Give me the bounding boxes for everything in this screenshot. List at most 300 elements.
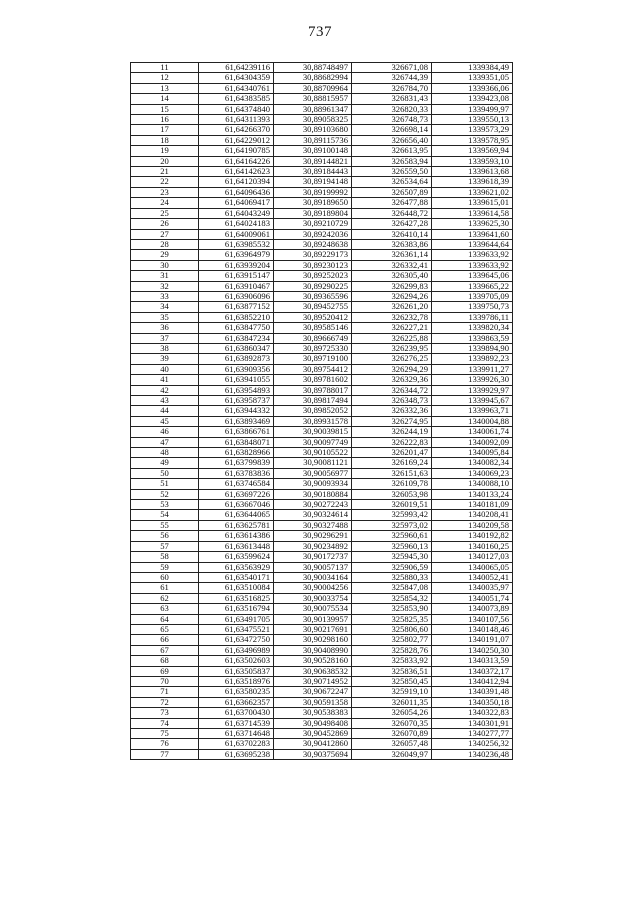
table-row	[131, 676, 513, 686]
latitude-cell: 61,64304359	[199, 73, 274, 83]
point-number-cell: 63	[131, 604, 199, 614]
table-row	[131, 177, 513, 187]
y-coordinate-cell: 1340082,34	[432, 458, 513, 468]
table-row	[131, 115, 513, 125]
longitude-cell: 30,90528160	[274, 656, 352, 666]
latitude-cell: 61,63944332	[199, 406, 274, 416]
latitude-cell: 61,63714648	[199, 729, 274, 739]
x-coordinate-cell: 326831,43	[352, 94, 432, 104]
point-number-cell: 43	[131, 396, 199, 406]
y-coordinate-cell: 1339621,02	[432, 187, 513, 197]
longitude-cell: 30,90081121	[274, 458, 352, 468]
longitude-cell: 30,90672247	[274, 687, 352, 697]
x-coordinate-cell: 326070,89	[352, 729, 432, 739]
longitude-cell: 30,89230123	[274, 260, 352, 270]
x-coordinate-cell: 326169,24	[352, 458, 432, 468]
latitude-cell: 61,63915147	[199, 271, 274, 281]
longitude-cell: 30,89242036	[274, 229, 352, 239]
table-row	[131, 364, 513, 374]
point-number-cell: 12	[131, 73, 199, 83]
y-coordinate-cell: 1339786,11	[432, 312, 513, 322]
table-row	[131, 125, 513, 135]
x-coordinate-cell: 325806,60	[352, 624, 432, 634]
table-row	[131, 271, 513, 281]
x-coordinate-cell: 326332,36	[352, 406, 432, 416]
y-coordinate-cell: 1339351,05	[432, 73, 513, 83]
point-number-cell: 18	[131, 135, 199, 145]
point-number-cell: 13	[131, 83, 199, 93]
table-row	[131, 354, 513, 364]
y-coordinate-cell: 1339569,94	[432, 146, 513, 156]
point-number-cell: 44	[131, 406, 199, 416]
x-coordinate-cell: 325919,10	[352, 687, 432, 697]
point-number-cell: 29	[131, 250, 199, 260]
point-number-cell: 77	[131, 749, 199, 759]
x-coordinate-cell: 326583,94	[352, 156, 432, 166]
point-number-cell: 67	[131, 645, 199, 655]
y-coordinate-cell: 1340092,09	[432, 437, 513, 447]
latitude-cell: 61,63860347	[199, 343, 274, 353]
point-number-cell: 51	[131, 479, 199, 489]
latitude-cell: 61,63910467	[199, 281, 274, 291]
table-row	[131, 687, 513, 697]
table-row	[131, 427, 513, 437]
x-coordinate-cell: 326151,63	[352, 468, 432, 478]
table-row	[131, 375, 513, 385]
x-coordinate-cell: 325993,42	[352, 510, 432, 520]
point-number-cell: 32	[131, 281, 199, 291]
x-coordinate-cell: 326053,98	[352, 489, 432, 499]
point-number-cell: 17	[131, 125, 199, 135]
latitude-cell: 61,63516825	[199, 593, 274, 603]
longitude-cell: 30,90452869	[274, 729, 352, 739]
x-coordinate-cell: 326049,97	[352, 749, 432, 759]
point-number-cell: 16	[131, 115, 199, 125]
point-number-cell: 45	[131, 416, 199, 426]
point-number-cell: 69	[131, 666, 199, 676]
longitude-cell: 30,90234892	[274, 541, 352, 551]
point-number-cell: 19	[131, 146, 199, 156]
latitude-cell: 61,63964979	[199, 250, 274, 260]
table-row	[131, 167, 513, 177]
latitude-cell: 61,63714539	[199, 718, 274, 728]
latitude-cell: 61,64311393	[199, 115, 274, 125]
y-coordinate-cell: 1339665,22	[432, 281, 513, 291]
longitude-cell: 30,90298160	[274, 635, 352, 645]
table-row	[131, 500, 513, 510]
point-number-cell: 59	[131, 562, 199, 572]
latitude-cell: 61,63516794	[199, 604, 274, 614]
x-coordinate-cell: 325880,33	[352, 572, 432, 582]
longitude-cell: 30,89058325	[274, 115, 352, 125]
latitude-cell: 61,63985532	[199, 239, 274, 249]
table-row	[131, 614, 513, 624]
table-row	[131, 541, 513, 551]
table-row	[131, 510, 513, 520]
x-coordinate-cell: 326744,39	[352, 73, 432, 83]
point-number-cell: 27	[131, 229, 199, 239]
longitude-cell: 30,89365596	[274, 291, 352, 301]
latitude-cell: 61,63599624	[199, 552, 274, 562]
longitude-cell: 30,89189650	[274, 198, 352, 208]
y-coordinate-cell: 1340160,25	[432, 541, 513, 551]
table-row	[131, 729, 513, 739]
table-row	[131, 302, 513, 312]
y-coordinate-cell: 1339863,59	[432, 333, 513, 343]
latitude-cell: 61,64229012	[199, 135, 274, 145]
latitude-cell: 61,63702283	[199, 739, 274, 749]
latitude-cell: 61,64024183	[199, 219, 274, 229]
longitude-cell: 30,89585146	[274, 323, 352, 333]
longitude-cell: 30,89194148	[274, 177, 352, 187]
longitude-cell: 30,89754412	[274, 364, 352, 374]
latitude-cell: 61,64340761	[199, 83, 274, 93]
x-coordinate-cell: 326305,40	[352, 271, 432, 281]
latitude-cell: 61,63518976	[199, 676, 274, 686]
table-row	[131, 208, 513, 218]
point-number-cell: 57	[131, 541, 199, 551]
latitude-cell: 61,63848071	[199, 437, 274, 447]
latitude-cell: 61,63563929	[199, 562, 274, 572]
y-coordinate-cell: 1340391,48	[432, 687, 513, 697]
point-number-cell: 66	[131, 635, 199, 645]
y-coordinate-cell: 1339911,27	[432, 364, 513, 374]
x-coordinate-cell: 326477,88	[352, 198, 432, 208]
y-coordinate-cell: 1339613,68	[432, 167, 513, 177]
point-number-cell: 50	[131, 468, 199, 478]
y-coordinate-cell: 1340322,83	[432, 708, 513, 718]
latitude-cell: 61,64190785	[199, 146, 274, 156]
point-number-cell: 64	[131, 614, 199, 624]
table-row	[131, 156, 513, 166]
longitude-cell: 30,90139957	[274, 614, 352, 624]
y-coordinate-cell: 1340051,74	[432, 593, 513, 603]
y-coordinate-cell: 1339705,09	[432, 291, 513, 301]
longitude-cell: 30,88961347	[274, 104, 352, 114]
y-coordinate-cell: 1340088,10	[432, 479, 513, 489]
x-coordinate-cell: 325906,59	[352, 562, 432, 572]
table-row	[131, 312, 513, 322]
point-number-cell: 49	[131, 458, 199, 468]
latitude-cell: 61,63941055	[199, 375, 274, 385]
table-row	[131, 229, 513, 239]
y-coordinate-cell: 1339945,67	[432, 396, 513, 406]
x-coordinate-cell: 326201,47	[352, 448, 432, 458]
x-coordinate-cell: 326410,14	[352, 229, 432, 239]
latitude-cell: 61,63540171	[199, 572, 274, 582]
longitude-cell: 30,90034164	[274, 572, 352, 582]
latitude-cell: 61,64164226	[199, 156, 274, 166]
x-coordinate-cell: 325850,45	[352, 676, 432, 686]
table-row	[131, 468, 513, 478]
x-coordinate-cell: 326784,70	[352, 83, 432, 93]
y-coordinate-cell: 1339633,92	[432, 260, 513, 270]
latitude-cell: 61,63580235	[199, 687, 274, 697]
latitude-cell: 61,63828966	[199, 448, 274, 458]
point-number-cell: 71	[131, 687, 199, 697]
latitude-cell: 61,64142623	[199, 167, 274, 177]
point-number-cell: 34	[131, 302, 199, 312]
point-number-cell: 46	[131, 427, 199, 437]
longitude-cell: 30,89115736	[274, 135, 352, 145]
longitude-cell: 30,90172737	[274, 552, 352, 562]
point-number-cell: 75	[131, 729, 199, 739]
y-coordinate-cell: 1340107,56	[432, 614, 513, 624]
table-row	[131, 531, 513, 541]
y-coordinate-cell: 1339578,95	[432, 135, 513, 145]
point-number-cell: 28	[131, 239, 199, 249]
y-coordinate-cell: 1339625,30	[432, 219, 513, 229]
y-coordinate-cell: 1339645,06	[432, 271, 513, 281]
point-number-cell: 48	[131, 448, 199, 458]
latitude-cell: 61,63746584	[199, 479, 274, 489]
table-row	[131, 63, 513, 73]
y-coordinate-cell: 1340250,30	[432, 645, 513, 655]
x-coordinate-cell: 326698,14	[352, 125, 432, 135]
longitude-cell: 30,90498408	[274, 718, 352, 728]
x-coordinate-cell: 326507,89	[352, 187, 432, 197]
table-row	[131, 219, 513, 229]
table-row	[131, 635, 513, 645]
table-row	[131, 697, 513, 707]
latitude-cell: 61,63644065	[199, 510, 274, 520]
x-coordinate-cell: 326274,95	[352, 416, 432, 426]
point-number-cell: 22	[131, 177, 199, 187]
x-coordinate-cell: 326534,64	[352, 177, 432, 187]
longitude-cell: 30,90105522	[274, 448, 352, 458]
longitude-cell: 30,89229173	[274, 250, 352, 260]
latitude-cell: 61,63954893	[199, 385, 274, 395]
point-number-cell: 39	[131, 354, 199, 364]
x-coordinate-cell: 326070,35	[352, 718, 432, 728]
point-number-cell: 30	[131, 260, 199, 270]
longitude-cell: 30,90375694	[274, 749, 352, 759]
y-coordinate-cell: 1340209,58	[432, 520, 513, 530]
longitude-cell: 30,89817494	[274, 396, 352, 406]
x-coordinate-cell: 326011,35	[352, 697, 432, 707]
latitude-cell: 61,63958737	[199, 396, 274, 406]
y-coordinate-cell: 1339550,13	[432, 115, 513, 125]
table-row	[131, 396, 513, 406]
x-coordinate-cell: 325960,13	[352, 541, 432, 551]
longitude-cell: 30,89452755	[274, 302, 352, 312]
table-row	[131, 739, 513, 749]
longitude-cell: 30,90272243	[274, 500, 352, 510]
longitude-cell: 30,88748497	[274, 63, 352, 73]
y-coordinate-cell: 1340256,32	[432, 739, 513, 749]
x-coordinate-cell: 326559,50	[352, 167, 432, 177]
longitude-cell: 30,89725330	[274, 343, 352, 353]
table-row	[131, 104, 513, 114]
point-number-cell: 60	[131, 572, 199, 582]
point-number-cell: 20	[131, 156, 199, 166]
latitude-cell: 61,63667046	[199, 500, 274, 510]
x-coordinate-cell: 326109,78	[352, 479, 432, 489]
y-coordinate-cell: 1340065,05	[432, 562, 513, 572]
latitude-cell: 61,64043249	[199, 208, 274, 218]
y-coordinate-cell: 1340061,74	[432, 427, 513, 437]
x-coordinate-cell: 325833,92	[352, 656, 432, 666]
y-coordinate-cell: 1340313,59	[432, 656, 513, 666]
point-number-cell: 55	[131, 520, 199, 530]
table-row	[131, 291, 513, 301]
coordinates-table	[130, 62, 513, 760]
x-coordinate-cell: 326361,14	[352, 250, 432, 260]
latitude-cell: 61,63613448	[199, 541, 274, 551]
latitude-cell: 61,63502603	[199, 656, 274, 666]
y-coordinate-cell: 1339633,92	[432, 250, 513, 260]
point-number-cell: 56	[131, 531, 199, 541]
longitude-cell: 30,90327488	[274, 520, 352, 530]
x-coordinate-cell: 326427,28	[352, 219, 432, 229]
longitude-cell: 30,90324614	[274, 510, 352, 520]
latitude-cell: 61,63847234	[199, 333, 274, 343]
point-number-cell: 73	[131, 708, 199, 718]
longitude-cell: 30,89184443	[274, 167, 352, 177]
page-number: 737	[308, 24, 332, 40]
longitude-cell: 30,89144821	[274, 156, 352, 166]
y-coordinate-cell: 1339423,08	[432, 94, 513, 104]
longitude-cell: 30,88682994	[274, 73, 352, 83]
point-number-cell: 36	[131, 323, 199, 333]
y-coordinate-cell: 1339641,60	[432, 229, 513, 239]
y-coordinate-cell: 1339573,29	[432, 125, 513, 135]
table-row	[131, 583, 513, 593]
y-coordinate-cell: 1340004,88	[432, 416, 513, 426]
table-row	[131, 135, 513, 145]
longitude-cell: 30,88815957	[274, 94, 352, 104]
y-coordinate-cell: 1339750,73	[432, 302, 513, 312]
longitude-cell: 30,89852052	[274, 406, 352, 416]
point-number-cell: 54	[131, 510, 199, 520]
y-coordinate-cell: 1339894,90	[432, 343, 513, 353]
point-number-cell: 23	[131, 187, 199, 197]
coordinates-table-body	[131, 63, 513, 760]
point-number-cell: 24	[131, 198, 199, 208]
x-coordinate-cell: 326671,08	[352, 63, 432, 73]
x-coordinate-cell: 325836,51	[352, 666, 432, 676]
y-coordinate-cell: 1340208,41	[432, 510, 513, 520]
latitude-cell: 61,63625781	[199, 520, 274, 530]
y-coordinate-cell: 1340181,09	[432, 500, 513, 510]
table-row	[131, 406, 513, 416]
longitude-cell: 30,89666749	[274, 333, 352, 343]
y-coordinate-cell: 1340095,84	[432, 448, 513, 458]
y-coordinate-cell: 1339366,06	[432, 83, 513, 93]
longitude-cell: 30,90538383	[274, 708, 352, 718]
latitude-cell: 61,63852210	[199, 312, 274, 322]
longitude-cell: 30,89788017	[274, 385, 352, 395]
y-coordinate-cell: 1340301,91	[432, 718, 513, 728]
x-coordinate-cell: 326332,41	[352, 260, 432, 270]
x-coordinate-cell: 326239,95	[352, 343, 432, 353]
point-number-cell: 52	[131, 489, 199, 499]
x-coordinate-cell: 325802,77	[352, 635, 432, 645]
point-number-cell: 72	[131, 697, 199, 707]
latitude-cell: 61,63799839	[199, 458, 274, 468]
y-coordinate-cell: 1339963,71	[432, 406, 513, 416]
x-coordinate-cell: 325854,32	[352, 593, 432, 603]
table-row	[131, 385, 513, 395]
table-row	[131, 239, 513, 249]
longitude-cell: 30,90093934	[274, 479, 352, 489]
table-row	[131, 187, 513, 197]
x-coordinate-cell: 325825,35	[352, 614, 432, 624]
point-number-cell: 76	[131, 739, 199, 749]
x-coordinate-cell: 326019,51	[352, 500, 432, 510]
latitude-cell: 61,63783836	[199, 468, 274, 478]
y-coordinate-cell: 1340236,48	[432, 749, 513, 759]
x-coordinate-cell: 325945,30	[352, 552, 432, 562]
latitude-cell: 61,64120394	[199, 177, 274, 187]
table-row	[131, 333, 513, 343]
point-number-cell: 31	[131, 271, 199, 281]
table-row	[131, 448, 513, 458]
longitude-cell: 30,90097749	[274, 437, 352, 447]
y-coordinate-cell: 1340052,41	[432, 572, 513, 582]
table-row	[131, 749, 513, 759]
x-coordinate-cell: 326748,73	[352, 115, 432, 125]
x-coordinate-cell: 326329,36	[352, 375, 432, 385]
x-coordinate-cell: 326820,33	[352, 104, 432, 114]
table-row	[131, 572, 513, 582]
y-coordinate-cell: 1340073,89	[432, 604, 513, 614]
x-coordinate-cell: 326222,83	[352, 437, 432, 447]
latitude-cell: 61,63893469	[199, 416, 274, 426]
x-coordinate-cell: 326348,73	[352, 396, 432, 406]
longitude-cell: 30,89248638	[274, 239, 352, 249]
x-coordinate-cell: 326057,48	[352, 739, 432, 749]
longitude-cell: 30,89189804	[274, 208, 352, 218]
longitude-cell: 30,89931578	[274, 416, 352, 426]
latitude-cell: 61,63510084	[199, 583, 274, 593]
y-coordinate-cell: 1339892,23	[432, 354, 513, 364]
longitude-cell: 30,89520412	[274, 312, 352, 322]
table-row	[131, 343, 513, 353]
longitude-cell: 30,90296291	[274, 531, 352, 541]
x-coordinate-cell: 325960,61	[352, 531, 432, 541]
point-number-cell: 58	[131, 552, 199, 562]
point-number-cell: 37	[131, 333, 199, 343]
table-row	[131, 656, 513, 666]
latitude-cell: 61,63892873	[199, 354, 274, 364]
point-number-cell: 47	[131, 437, 199, 447]
longitude-cell: 30,89719100	[274, 354, 352, 364]
table-row	[131, 416, 513, 426]
x-coordinate-cell: 326276,25	[352, 354, 432, 364]
point-number-cell: 70	[131, 676, 199, 686]
table-row	[131, 83, 513, 93]
table-row	[131, 146, 513, 156]
y-coordinate-cell: 1339384,49	[432, 63, 513, 73]
table-row	[131, 520, 513, 530]
latitude-cell: 61,63909356	[199, 364, 274, 374]
y-coordinate-cell: 1340069,23	[432, 468, 513, 478]
x-coordinate-cell: 325828,76	[352, 645, 432, 655]
x-coordinate-cell: 326344,72	[352, 385, 432, 395]
longitude-cell: 30,90180884	[274, 489, 352, 499]
x-coordinate-cell: 326448,72	[352, 208, 432, 218]
table-row	[131, 552, 513, 562]
point-number-cell: 42	[131, 385, 199, 395]
table-row	[131, 437, 513, 447]
x-coordinate-cell: 325847,08	[352, 583, 432, 593]
latitude-cell: 61,63475521	[199, 624, 274, 634]
point-number-cell: 15	[131, 104, 199, 114]
longitude-cell: 30,89210729	[274, 219, 352, 229]
longitude-cell: 30,88709964	[274, 83, 352, 93]
table-row	[131, 94, 513, 104]
